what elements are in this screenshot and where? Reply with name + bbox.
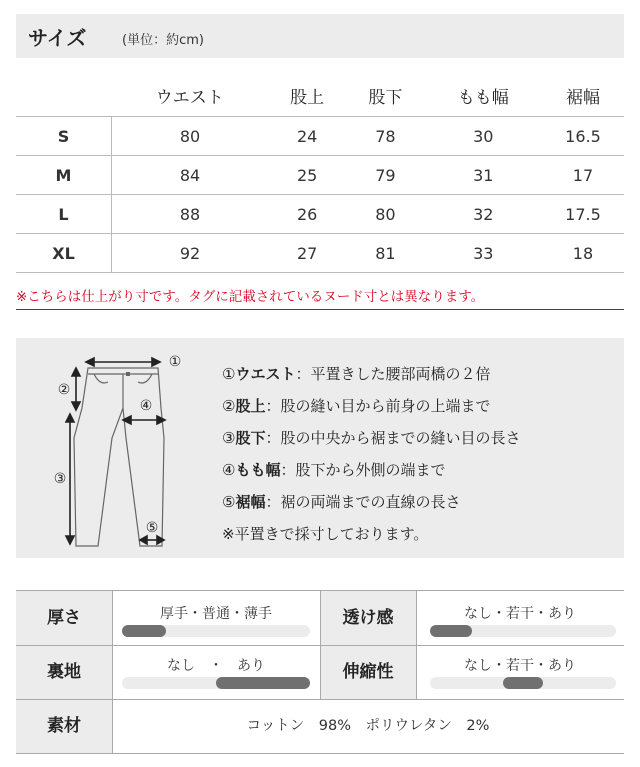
lining-label: 裏地 — [16, 645, 112, 699]
stretch-indicator — [503, 677, 543, 689]
marker-4: ④ — [139, 398, 153, 414]
list-item: ①ウエスト：平置きした腰部両橋の２倍 — [222, 365, 491, 383]
inseam-arrowhead-bottom-icon — [66, 536, 74, 544]
button-icon — [126, 372, 130, 376]
table-cell: 84 — [112, 156, 269, 195]
transparency-label: 透け感 — [320, 591, 416, 645]
size-label: XL — [16, 234, 112, 273]
waist-arrowhead-right-icon — [152, 358, 160, 366]
col-waist: ウエスト — [155, 87, 224, 108]
table-cell: 24 — [268, 117, 346, 156]
col-rise: 股上 — [290, 87, 325, 108]
table-cell: 81 — [346, 234, 424, 273]
table-cell: 92 — [112, 234, 269, 273]
table-cell: 88 — [112, 195, 269, 234]
size-table — [16, 74, 624, 273]
table-cell: 79 — [346, 156, 424, 195]
lining-track — [122, 677, 310, 689]
inseam-arrowhead-top-icon — [66, 414, 74, 422]
finished-size-note: ※こちらは仕上がり寸です。タグに記載されているヌード寸とは異なります。 — [16, 285, 624, 310]
table-cell: 80 — [346, 195, 424, 234]
table-cell: 33 — [425, 234, 542, 273]
size-title: サイズ — [28, 26, 87, 50]
table-cell: 78 — [346, 117, 424, 156]
col-divider — [416, 591, 417, 699]
list-item: ④もも幅：股下から外側の端まで — [222, 461, 446, 479]
table-cell: 32 — [425, 195, 542, 234]
waist-arrowhead-left-icon — [86, 358, 94, 366]
size-label: S — [16, 117, 112, 156]
table-cell: 25 — [268, 156, 346, 195]
hem-arrowhead-right-icon — [157, 536, 164, 544]
pocket-right-icon — [138, 374, 152, 383]
table-cell: 80 — [112, 117, 269, 156]
lining-indicator — [216, 677, 310, 689]
hem-arrowhead-left-icon — [140, 536, 147, 544]
measurement-list — [222, 358, 520, 550]
size-label: M — [16, 156, 112, 195]
material-value: コットン 98% ポリウレタン 2% — [246, 718, 490, 734]
col-thigh: もも幅 — [457, 87, 509, 108]
col-divider — [112, 591, 113, 753]
marker-5: ⑤ — [145, 520, 159, 536]
stretch-options: なし・若干・あり — [464, 658, 576, 674]
table-cell: 18 — [542, 234, 624, 273]
col-hem: 裾幅 — [565, 87, 600, 108]
list-item: ⑤裾幅：裾の両端までの直線の長さ — [222, 493, 461, 511]
marker-3: ③ — [53, 471, 67, 487]
row-divider — [16, 699, 624, 700]
lining-options: なし ・ あり — [167, 658, 265, 674]
table-cell: 27 — [268, 234, 346, 273]
table-cell: 17 — [542, 156, 624, 195]
table-cell: 31 — [425, 156, 542, 195]
size-unit: (単位：約cm) — [122, 33, 204, 48]
size-table-header — [16, 74, 624, 117]
stretch-label: 伸縮性 — [320, 645, 416, 699]
list-item: ②股上：股の縫い目から前身の上端まで — [222, 397, 491, 415]
col-inseam: 股下 — [368, 87, 403, 108]
table-cell: 17.5 — [542, 195, 624, 234]
rise-arrowhead-top-icon — [72, 368, 80, 376]
table-row — [16, 156, 624, 195]
marker-2: ② — [57, 382, 71, 398]
table-cell: 26 — [268, 195, 346, 234]
thickness-indicator — [122, 625, 166, 637]
measurement-guide — [16, 338, 624, 558]
rise-arrowhead-bottom-icon — [72, 402, 80, 410]
table-row — [16, 195, 624, 234]
size-label: L — [16, 195, 112, 234]
material-label: 素材 — [16, 699, 112, 753]
pocket-left-icon — [94, 374, 108, 383]
transparency-options: なし・若干・あり — [464, 606, 576, 622]
stretch-scale — [416, 645, 624, 699]
transparency-track — [430, 625, 616, 637]
fabric-table — [16, 590, 624, 754]
thickness-scale — [112, 591, 320, 645]
table-cell: 16.5 — [542, 117, 624, 156]
table-row — [16, 234, 624, 273]
lining-scale — [112, 645, 320, 699]
stretch-track — [430, 677, 616, 689]
thickness-track — [122, 625, 310, 637]
transparency-scale — [416, 591, 624, 645]
marker-1: ① — [168, 354, 182, 370]
size-header — [16, 14, 624, 58]
table-cell: 30 — [425, 117, 542, 156]
thigh-arrowhead-right-icon — [157, 416, 165, 424]
list-item: ③股下：股の中央から裾までの縫い目の長さ — [222, 429, 521, 447]
transparency-indicator — [430, 625, 472, 637]
measurement-footnote: ※平置きで採寸しております。 — [222, 525, 429, 543]
col-divider — [320, 591, 321, 699]
thickness-options: 厚手・普通・薄手 — [160, 606, 272, 622]
pants-diagram — [16, 338, 216, 558]
table-row — [16, 117, 624, 156]
thickness-label: 厚さ — [16, 591, 112, 645]
